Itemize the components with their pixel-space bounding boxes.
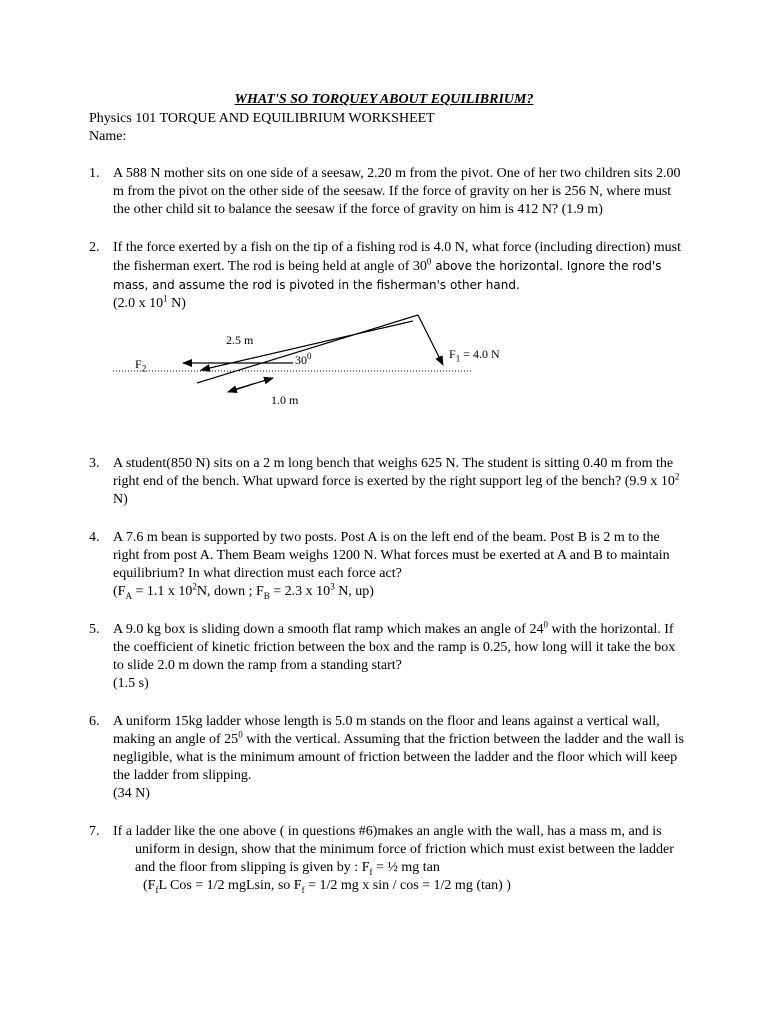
- f1-arrow: [418, 315, 443, 365]
- question-text: A uniform 15kg ladder whose length is 5.0 m stands on the floor and leans against a vertical wall, making an angle of $25^0$ with the vertical. Assuming that the friction between the ladder and the wall is negligible, what is the minimum amount of friction between the ladder and the floor which will keep the ladder from slipping.: [113, 714, 684, 783]
- question-answer: (1.5 s): [113, 676, 149, 691]
- question-text: A student(850 N) sits on a 2 m long bench that weighs 625 N. The student is sitting 0.40 m from the right end of the bench. What upward force is exerted by the right support leg of the bench? (9.9 x $10^2$ N): [113, 456, 680, 507]
- question-text: A 9.0 kg box is sliding down a smooth flat ramp which makes an angle of $24^0$ with the horizontal. If the coefficient of kinetic friction between the box and the ramp is 0.25, how long will it take the box to slide 2.0 m down the ramp from a standing start?: [113, 619, 676, 673]
- question-number: 7.: [89, 824, 100, 839]
- question-answer: ($F_A = 1.1$ x $10^2N$, down ; $F_B = 2.3$ x $10^3$ N, up): [113, 581, 374, 601]
- question-text: A 588 N mother sits on one side of a seesaw, 2.20 m from the pivot. One of her two children sits 2.00 m from the pivot on the other side of the seesaw. If the force of gravity on her is 256 N, where must the other child sit to balance the seesaw if the force of gravity on him is 412 N? (1.9 m): [113, 166, 681, 217]
- fishing-rod-line: [197, 315, 418, 383]
- question-7: [89, 823, 689, 895]
- question-answer: (34 N): [113, 786, 150, 801]
- worksheet-subtitle: Physics 101 TORQUE AND EQUILIBRIUM WORKSHEET: [89, 111, 435, 126]
- question-1: [89, 165, 689, 219]
- question-number: 4.: [89, 530, 100, 545]
- name-label: Name:: [89, 129, 127, 144]
- question-answer: ($F_fL$ Cos = 1/2 mgLsin, so $F_f = 1/2$ mg x sin / cos = 1/2 mg (tan) ): [143, 878, 511, 895]
- f2-label: $F_2$: [135, 357, 147, 374]
- angle-label: $30^0$: [295, 351, 312, 367]
- question-answer: (2.0 x $10^1$ N): [113, 293, 186, 311]
- worksheet-title: WHAT'S SO TORQUEY ABOUT EQUILIBRIUM?: [234, 92, 534, 107]
- question-text-line-1: If a ladder like the one above ( in questions #6)makes an angle with the wall, has a mass m, and is: [113, 824, 662, 839]
- rod-force-diagram-svg: [113, 313, 713, 453]
- question-list: [89, 165, 689, 895]
- question-2: [89, 239, 689, 453]
- question-5: [89, 621, 689, 693]
- question-4: [89, 529, 689, 601]
- question-number: 3.: [89, 456, 100, 471]
- question-number: 5.: [89, 622, 100, 637]
- question-3: [89, 455, 689, 509]
- rod-length-label: 2.5 m: [226, 333, 254, 347]
- question-number: 6.: [89, 714, 100, 729]
- question-number: 1.: [89, 166, 100, 181]
- question-text: A 7.6 m bean is supported by two posts. Post A is on the left end of the beam. Post B is 2 m to the right from post A. Them Beam weighs 1200 N. What forces must be exerted at A and B to maintain equilibrium? In what direction must each force act?: [113, 530, 670, 581]
- question-text: If the force exerted by a fish on the tip of a fishing rod is 4.0 N, what force (including direction) must the fisherman exert. The rod is being held at angle of $30^0$ above the horizontal. Ignore the rod's mass, and assume the rod is pivoted in the fisherman's other hand.: [113, 240, 682, 292]
- question-6: [89, 713, 689, 803]
- question-number: 2.: [89, 240, 100, 255]
- fishing-rod-diagram: [113, 313, 713, 453]
- f1-label: $F_1 = 4.0$ N: [449, 347, 500, 364]
- question-text-line-3: and the floor from slipping is given by : $F_f$ = ½ mg tan: [135, 860, 440, 877]
- lever-length-label: 1.0 m: [271, 393, 299, 407]
- lever-length-line-back: [228, 384, 253, 392]
- question-text-line-2: uniform in design, show that the minimum force of friction which must exist between the ladder: [135, 842, 674, 857]
